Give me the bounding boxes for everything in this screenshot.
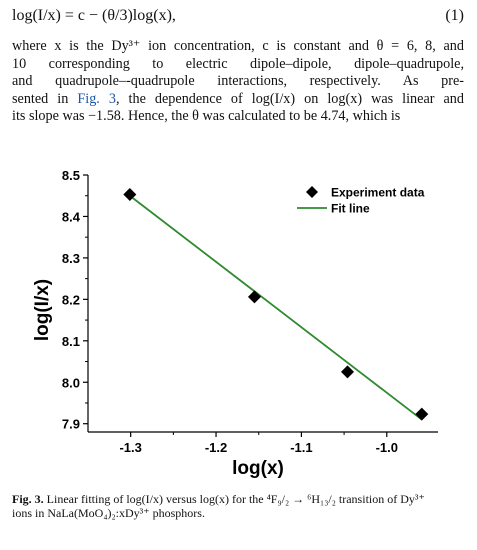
x-tick-label: -1.1 (290, 440, 313, 455)
legend-marker-diamond (306, 186, 318, 198)
figure-reference-link[interactable]: Fig. 3 (77, 90, 116, 107)
data-point-diamond (415, 408, 428, 421)
y-axis-label: log(I/x) (32, 278, 53, 342)
chart-legend (297, 186, 425, 216)
x-tick-label: -1.2 (204, 440, 228, 455)
y-tick-label: 8.4 (61, 209, 80, 225)
legend-entry-label: Experiment data (331, 185, 425, 200)
paragraph-line-2: 10 corresponding to electric dipole–dipole, dipole–quadrupole, (12, 55, 464, 72)
chart-axes (88, 175, 438, 432)
y-tick-label: 8.3 (61, 250, 80, 266)
y-tick-label: 8.5 (61, 168, 80, 183)
caption-label: Fig. 3. (12, 492, 44, 506)
x-tick-label: -1.0 (375, 440, 398, 455)
data-point-diamond (341, 365, 354, 378)
y-tick-label: 8.2 (61, 292, 80, 308)
paragraph-line-4-start: sented in (12, 90, 78, 107)
fit-line (130, 196, 422, 420)
chart-marks (123, 185, 428, 421)
body-paragraph (12, 38, 464, 126)
x-axis-ticks (119, 432, 398, 455)
caption-line-2: ions in NaLa(MoO₄)₂:xDy³⁺ phosphors. (12, 506, 205, 520)
y-tick-label: 7.9 (61, 416, 80, 432)
paragraph-line-3: and quadrupole–-quadrupole interactions, respectively. As pre- (12, 73, 464, 90)
x-axis-label: log(x) (232, 458, 284, 479)
equation-1 (12, 4, 464, 28)
paragraph-line-1: where x is the Dy³⁺ ion concentration, c is constant and θ = 6, 8, and (12, 38, 464, 54)
x-tick-label: -1.3 (119, 440, 142, 455)
figure-caption (12, 492, 464, 520)
paragraph-line-4-rest: , the dependence of log(I/x) on log(x) was linear and (115, 90, 464, 107)
equation-number: (1) (445, 7, 464, 24)
y-axis-ticks (62, 168, 88, 432)
legend-entry-label: Fit line (331, 201, 370, 216)
paragraph-line-4 (12, 91, 464, 109)
paragraph-line-5: its slope was −1.58. Hence, the θ was calculated to be 4.74, which is (12, 108, 401, 125)
y-tick-label: 8.0 (61, 375, 80, 391)
data-point-diamond (248, 290, 261, 303)
y-tick-label: 8.1 (61, 333, 80, 349)
equation-text: log(I/x) = c − (θ/3)log(x), (12, 7, 176, 24)
caption-line-1: Linear fitting of log(I/x) versus log(x) for the ⁴F₉/₂ → ⁶H₁₃/₂ transition of Dy³⁺ (46, 492, 425, 506)
linear-fit-chart (0, 160, 477, 490)
